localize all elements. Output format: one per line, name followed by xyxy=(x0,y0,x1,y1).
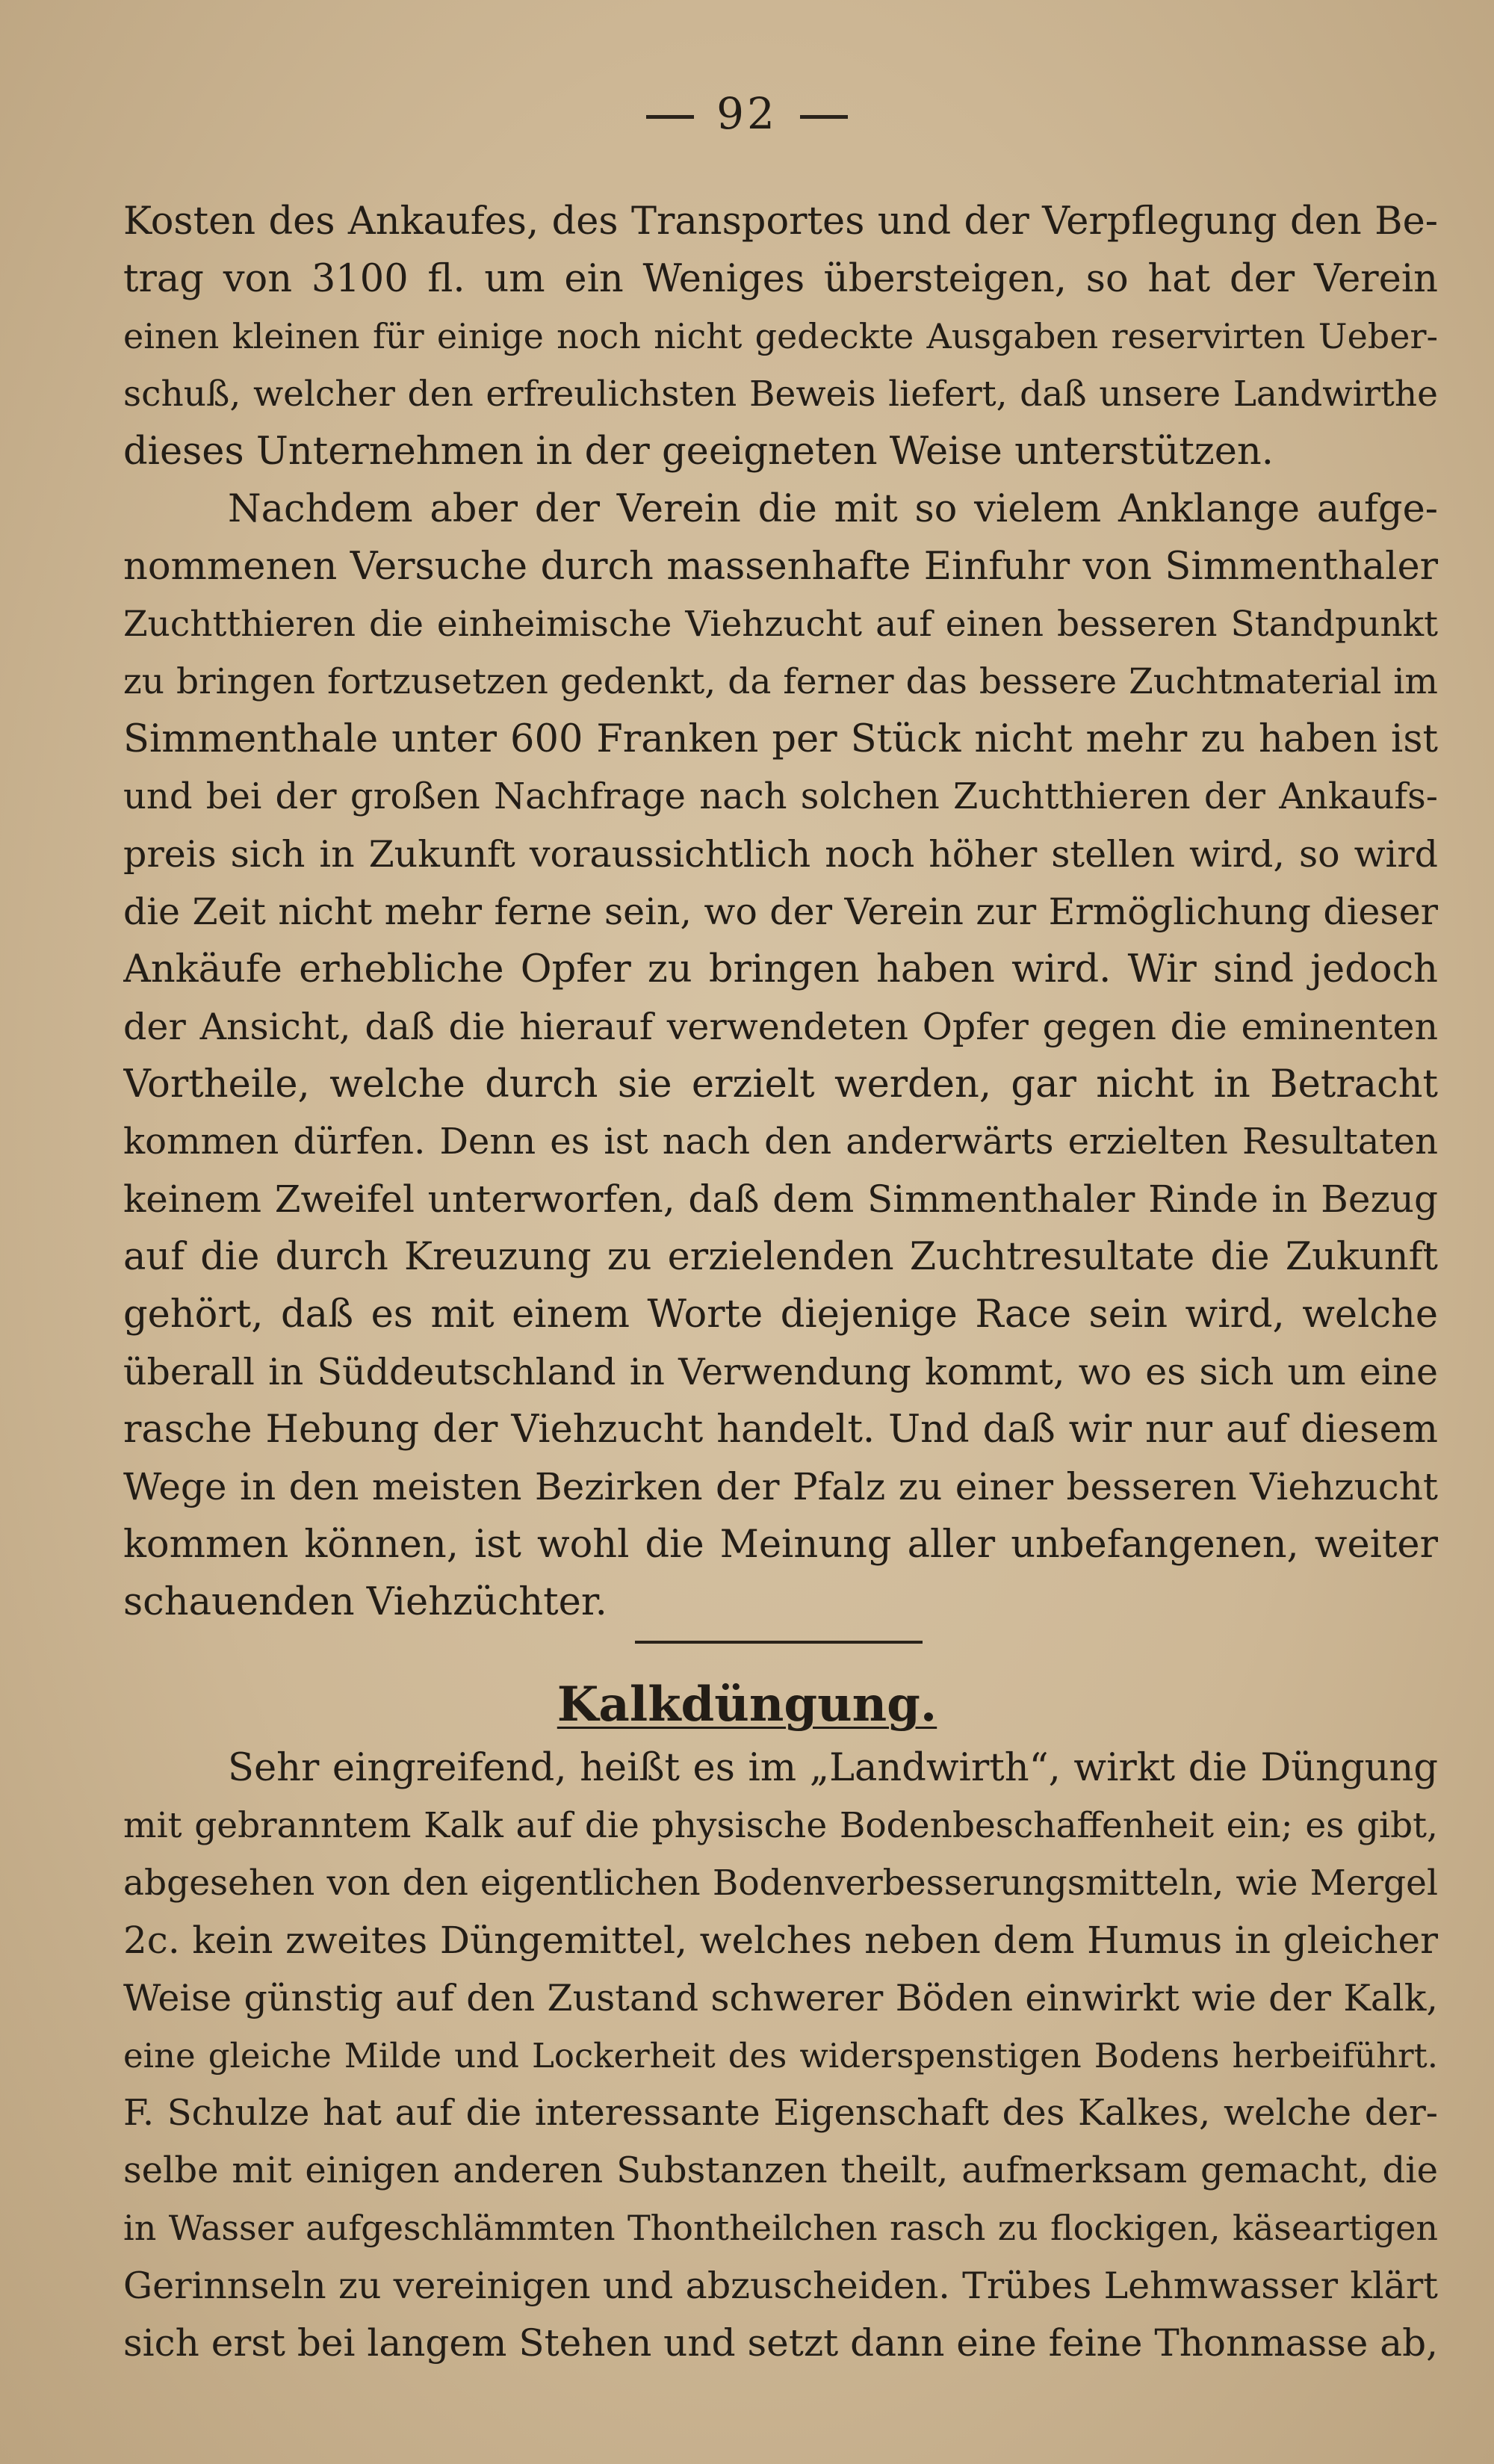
text-line: sich erst bei langem Stehen und setzt dann eine feine Thonmasse ab, xyxy=(123,2321,1438,2365)
text-line: Ankäufe erhebliche Opfer zu bringen haben wird. Wir sind jedoch xyxy=(123,947,1438,991)
text-line: Weise günstig auf den Zustand schwerer Böden einwirkt wie der Kalk, xyxy=(123,1977,1438,2019)
text-line: eine gleiche Milde und Lockerheit des widerspenstigen Bodens herbeiführt. xyxy=(123,2036,1438,2075)
dash-right xyxy=(800,115,848,119)
page-number: 92 xyxy=(716,88,778,139)
text-line: einen kleinen für einige noch nicht gedeckte Ausgaben reservirten Ueber- xyxy=(123,316,1438,356)
text-line: Vortheile, welche durch sie erzielt werden, gar nicht in Betracht xyxy=(123,1062,1438,1106)
text-line: F. Schulze hat auf die interessante Eigenschaft des Kalkes, welche der- xyxy=(123,2092,1438,2134)
text-line: in Wasser aufgeschlämmten Thontheilchen rasch zu flockigen, käseartigen xyxy=(123,2208,1438,2248)
text-line: preis sich in Zukunft voraussichtlich noch höher stellen wird, so wird xyxy=(123,833,1438,876)
text-line: Wege in den meisten Bezirken der Pfalz zu einer besseren Viehzucht xyxy=(123,1465,1438,1508)
text-line: schuß, welcher den erfreulichsten Beweis liefert, daß unsere Landwirthe xyxy=(123,374,1438,415)
text-line: schauenden Viehzüchter. xyxy=(123,1580,607,1624)
text-line: Kosten des Ankaufes, des Transportes und der Verpflegung den Be- xyxy=(123,199,1438,244)
text-line: mit gebranntem Kalk auf die physische Bodenbeschaffenheit ein; es gibt, xyxy=(123,1805,1438,1846)
text-line: der Ansicht, daß die hierauf verwendeten Opfer gegen die eminenten xyxy=(123,1006,1438,1048)
page-number-header xyxy=(0,88,1494,139)
paragraph-2 xyxy=(123,480,1438,1631)
text-line: kommen dürfen. Denn es ist nach den anderwärts erzielten Resultaten xyxy=(123,1121,1438,1163)
section-heading: Kalkdüngung. xyxy=(557,1677,937,1733)
paragraph-1 xyxy=(123,193,1438,480)
text-line: selbe mit einigen anderen Substanzen theilt, aufmerksam gemacht, die xyxy=(123,2149,1438,2191)
text-line: Sehr eingreifend, heißt es im „Landwirth“, wirkt die Düngung xyxy=(228,1746,1438,1790)
text-line: abgesehen von den eigentlichen Bodenverbesserungsmitteln, wie Mergel xyxy=(123,1863,1438,1904)
text-line: gehört, daß es mit einem Worte diejenige Race sein wird, welche xyxy=(123,1293,1438,1337)
text-line: nommenen Versuche durch massenhafte Einfuhr von Simmenthaler xyxy=(123,545,1438,589)
text-line: keinem Zweifel unterworfen, daß dem Simmenthaler Rinde in Bezug xyxy=(123,1177,1438,1221)
dash-left xyxy=(646,115,694,119)
text-line: die Zeit nicht mehr ferne sein, wo der Verein zur Ermöglichung dieser xyxy=(123,891,1438,933)
text-line: kommen können, ist wohl die Meinung aller unbefangenen, weiter xyxy=(123,1523,1438,1567)
text-line: 2c. kein zweites Düngemittel, welches neben dem Humus in gleicher xyxy=(123,1919,1438,1962)
text-line: Gerinnseln zu vereinigen und abzuscheiden. Trübes Lehmwasser klärt xyxy=(123,2265,1438,2307)
text-line: trag von 3100 fl. um ein Weniges übersteigen, so hat der Verein xyxy=(123,257,1438,301)
text-line: dieses Unternehmen in der geeigneten Weise unterstützen. xyxy=(123,430,1274,474)
text-line: rasche Hebung der Viehzucht handelt. Und daß wir nur auf diesem xyxy=(123,1408,1438,1452)
text-line: Zuchtthieren die einheimische Viehzucht auf einen besseren Standpunkt xyxy=(123,604,1438,645)
text-line: Nachdem aber der Verein die mit so vielem Anklange aufge- xyxy=(228,487,1438,531)
text-line: Simmenthale unter 600 Franken per Stück nicht mehr zu haben ist xyxy=(123,717,1438,761)
text-line: und bei der großen Nachfrage nach solchen Zuchtthieren der Ankaufs- xyxy=(123,776,1438,817)
section-divider xyxy=(635,1641,923,1644)
text-line: überall in Süddeutschland in Verwendung kommt, wo es sich um eine xyxy=(123,1351,1438,1393)
text-line: zu bringen fortzusetzen gedenkt, da ferner das bessere Zuchtmaterial im xyxy=(123,661,1438,702)
text-line: auf die durch Kreuzung zu erzielenden Zuchtresultate die Zukunft xyxy=(123,1235,1438,1279)
paragraph-3 xyxy=(123,1739,1438,2372)
